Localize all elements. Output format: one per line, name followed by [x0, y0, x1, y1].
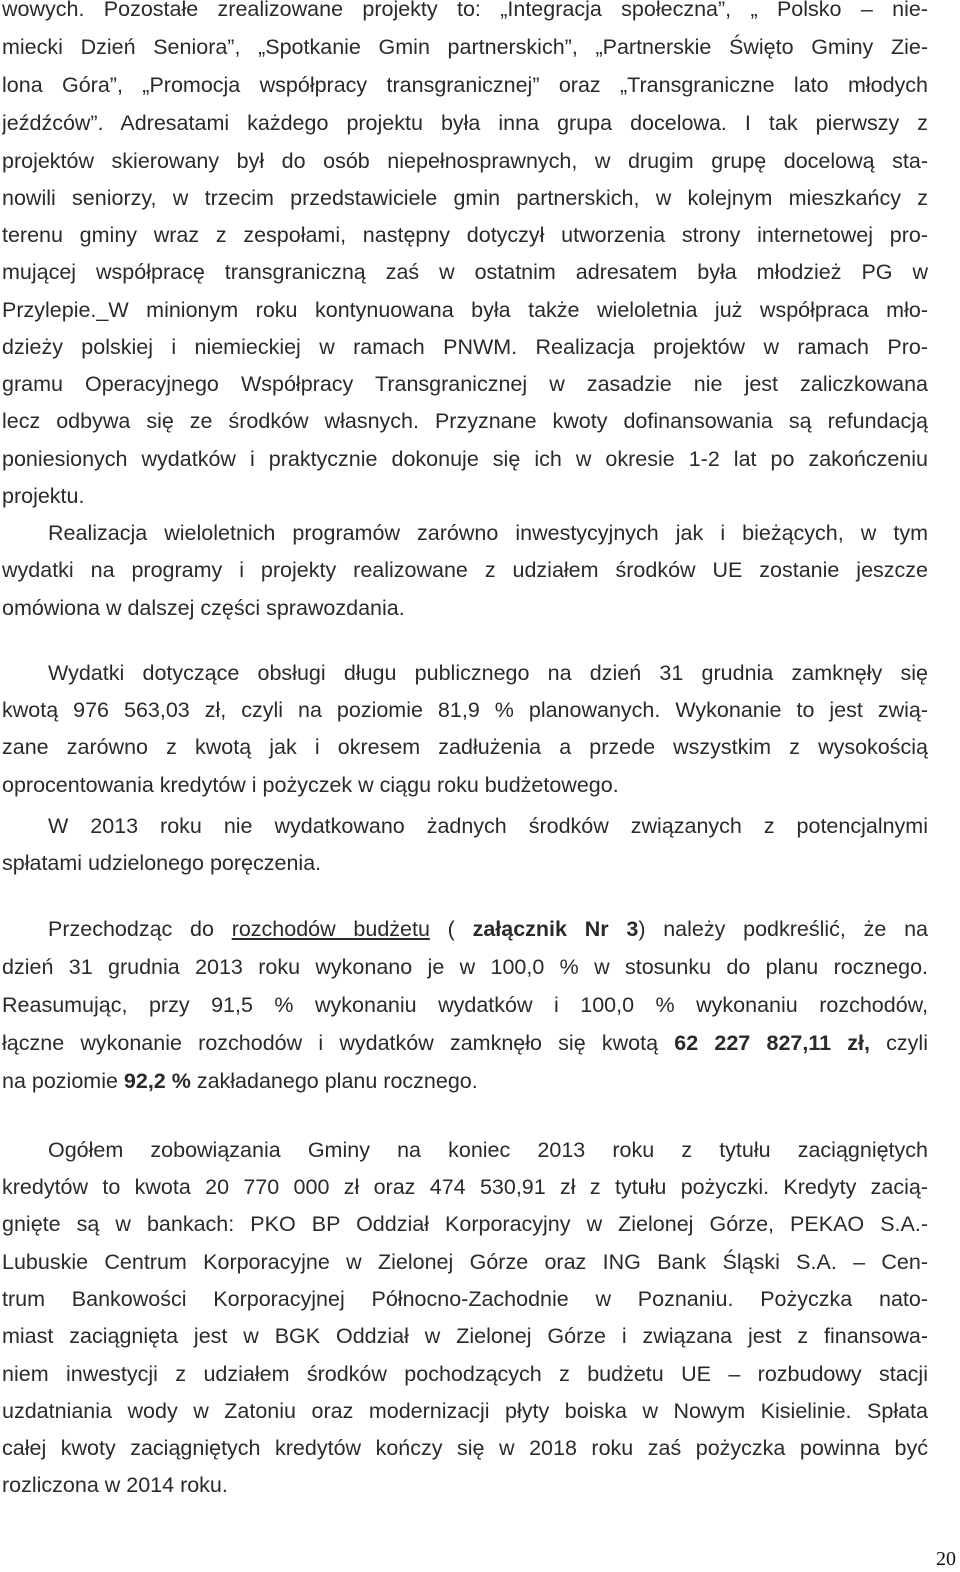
- page-number: 20: [936, 1548, 956, 1570]
- text-line: Ogółem zobowiązania Gminy na koniec 2013 roku z tytułu zaciągniętych: [48, 1138, 928, 1162]
- text-line: [2, 1068, 928, 1094]
- text-run: łączne wykonanie rozchodów i wydatków zamknęło się kwotą: [2, 1031, 675, 1055]
- text-line: niem inwestycji z udziałem środków pochodzących z budżetu UE – rozbudowy stacji: [2, 1362, 928, 1386]
- text-line: Przylepie._W minionym roku kontynuowana była także wieloletnia już współpraca mło-: [2, 298, 928, 322]
- text-line: całej kwoty zaciągniętych kredytów kończy się w 2018 roku zaś pożyczka powinna być: [2, 1436, 928, 1460]
- text-line: W 2013 roku nie wydatkowano żadnych środków związanych z potencjalnymi: [48, 814, 928, 838]
- text-line: Wydatki dotyczące obsługi długu publicznego na dzień 31 grudnia zamknęły się: [48, 661, 928, 685]
- text-line: [48, 916, 928, 942]
- text-line: omówiona w dalszej części sprawozdania.: [2, 596, 405, 620]
- bold-reference: załącznik Nr 3: [472, 917, 639, 941]
- text-line: wowych. Pozostałe zrealizowane projekty to: „Integracja społeczna”, „ Polsko – nie-: [2, 0, 928, 21]
- text-run: czyli: [869, 1031, 928, 1055]
- text-line: oprocentowania kredytów i pożyczek w ciągu roku budżetowego.: [2, 773, 619, 797]
- text-line: dzień 31 grudnia 2013 roku wykonano je w 100,0 % w stosunku do planu rocznego.: [2, 955, 928, 979]
- text-line: [2, 1030, 928, 1056]
- bold-amount: 62 227 827,11 zł,: [674, 1031, 870, 1055]
- text-line: spłatami udzielonego poręczenia.: [2, 851, 322, 875]
- text-line: trum Bankowości Korporacyjnej Północno-Zachodnie w Poznaniu. Pożyczka nato-: [2, 1287, 928, 1311]
- text-line: terenu gminy wraz z zespołami, następny dotyczył utworzenia strony internetowej pro-: [2, 223, 928, 247]
- text-line: kwotą 976 563,03 zł, czyli na poziomie 81,9 % planowanych. Wykonanie to jest zwią-: [2, 698, 928, 722]
- text-line: nowili seniorzy, w trzecim przedstawiciele gmin partnerskich, w kolejnym mieszkańcy z: [2, 186, 928, 210]
- text-line: wydatki na programy i projekty realizowane z udziałem środków UE zostanie jeszcze: [2, 558, 928, 582]
- text-line: miast zaciągnięta jest w BGK Oddział w Zielonej Górze i związana jest z finansowa-: [2, 1324, 928, 1348]
- text-run: (: [429, 917, 473, 941]
- text-line: lona Góra”, „Promocja współpracy transgranicznej” oraz „Transgraniczne lato młodych: [2, 73, 928, 97]
- bold-percent: 92,2 %: [123, 1069, 191, 1093]
- text-run: ) należy podkreślić, że na: [638, 917, 928, 941]
- text-line: poniesionych wydatków i praktycznie dokonuje się ich w okresie 1-2 lat po zakończeniu: [2, 447, 928, 471]
- text-line: projektu.: [2, 484, 85, 508]
- text-line: mującej współpracę transgraniczną zaś w ostatnim adresatem była młodzież PG w: [2, 260, 928, 284]
- text-line: projektów skierowany był do osób niepełnosprawnych, w drugim grupę docelową sta-: [2, 149, 928, 173]
- text-line: miecki Dzień Seniora”, „Spotkanie Gmin partnerskich”, „Partnerskie Święto Gminy Zie-: [2, 35, 928, 59]
- text-line: Lubuskie Centrum Korporacyjne w Zielonej Górze oraz ING Bank Śląski S.A. – Cen-: [2, 1250, 928, 1274]
- text-line: zane zarówno z kwotą jak i okresem zadłużenia a przede wszystkim z wysokością: [2, 735, 928, 759]
- text-line: Reasumując, przy 91,5 % wykonaniu wydatków i 100,0 % wykonaniu rozchodów,: [2, 993, 928, 1017]
- text-line: rozliczona w 2014 roku.: [2, 1473, 228, 1497]
- text-run: na poziomie: [2, 1069, 124, 1093]
- underlined-term: rozchodów budżetu: [231, 917, 430, 941]
- text-line: kredytów to kwota 20 770 000 zł oraz 474 530,91 zł z tytułu pożyczki. Kredyty zacią-: [2, 1175, 928, 1199]
- text-line: jeźdźców”. Adresatami każdego projektu była inna grupa docelowa. I tak pierwszy z: [2, 111, 928, 135]
- text-line: lecz odbywa się ze środków własnych. Przyznane kwoty dofinansowania są refundacją: [2, 409, 928, 433]
- text-line: gramu Operacyjnego Współpracy Transgranicznej w zasadzie nie jest zaliczkowana: [2, 372, 928, 396]
- text-run: zakładanego planu rocznego.: [190, 1069, 478, 1093]
- text-line: Realizacja wieloletnich programów zarówno inwestycyjnych jak i bieżących, w tym: [48, 521, 928, 545]
- text-line: dzieży polskiej i niemieckiej w ramach PNWM. Realizacja projektów w ramach Pro-: [2, 335, 928, 359]
- text-run: Przechodząc do: [48, 917, 232, 941]
- text-line: gnięte są w bankach: PKO BP Oddział Korporacyjny w Zielonej Górze, PEKAO S.A.-: [2, 1212, 928, 1236]
- text-line: uzdatniania wody w Zatoniu oraz modernizacji płyty boiska w Nowym Kisielinie. Spłata: [2, 1399, 928, 1423]
